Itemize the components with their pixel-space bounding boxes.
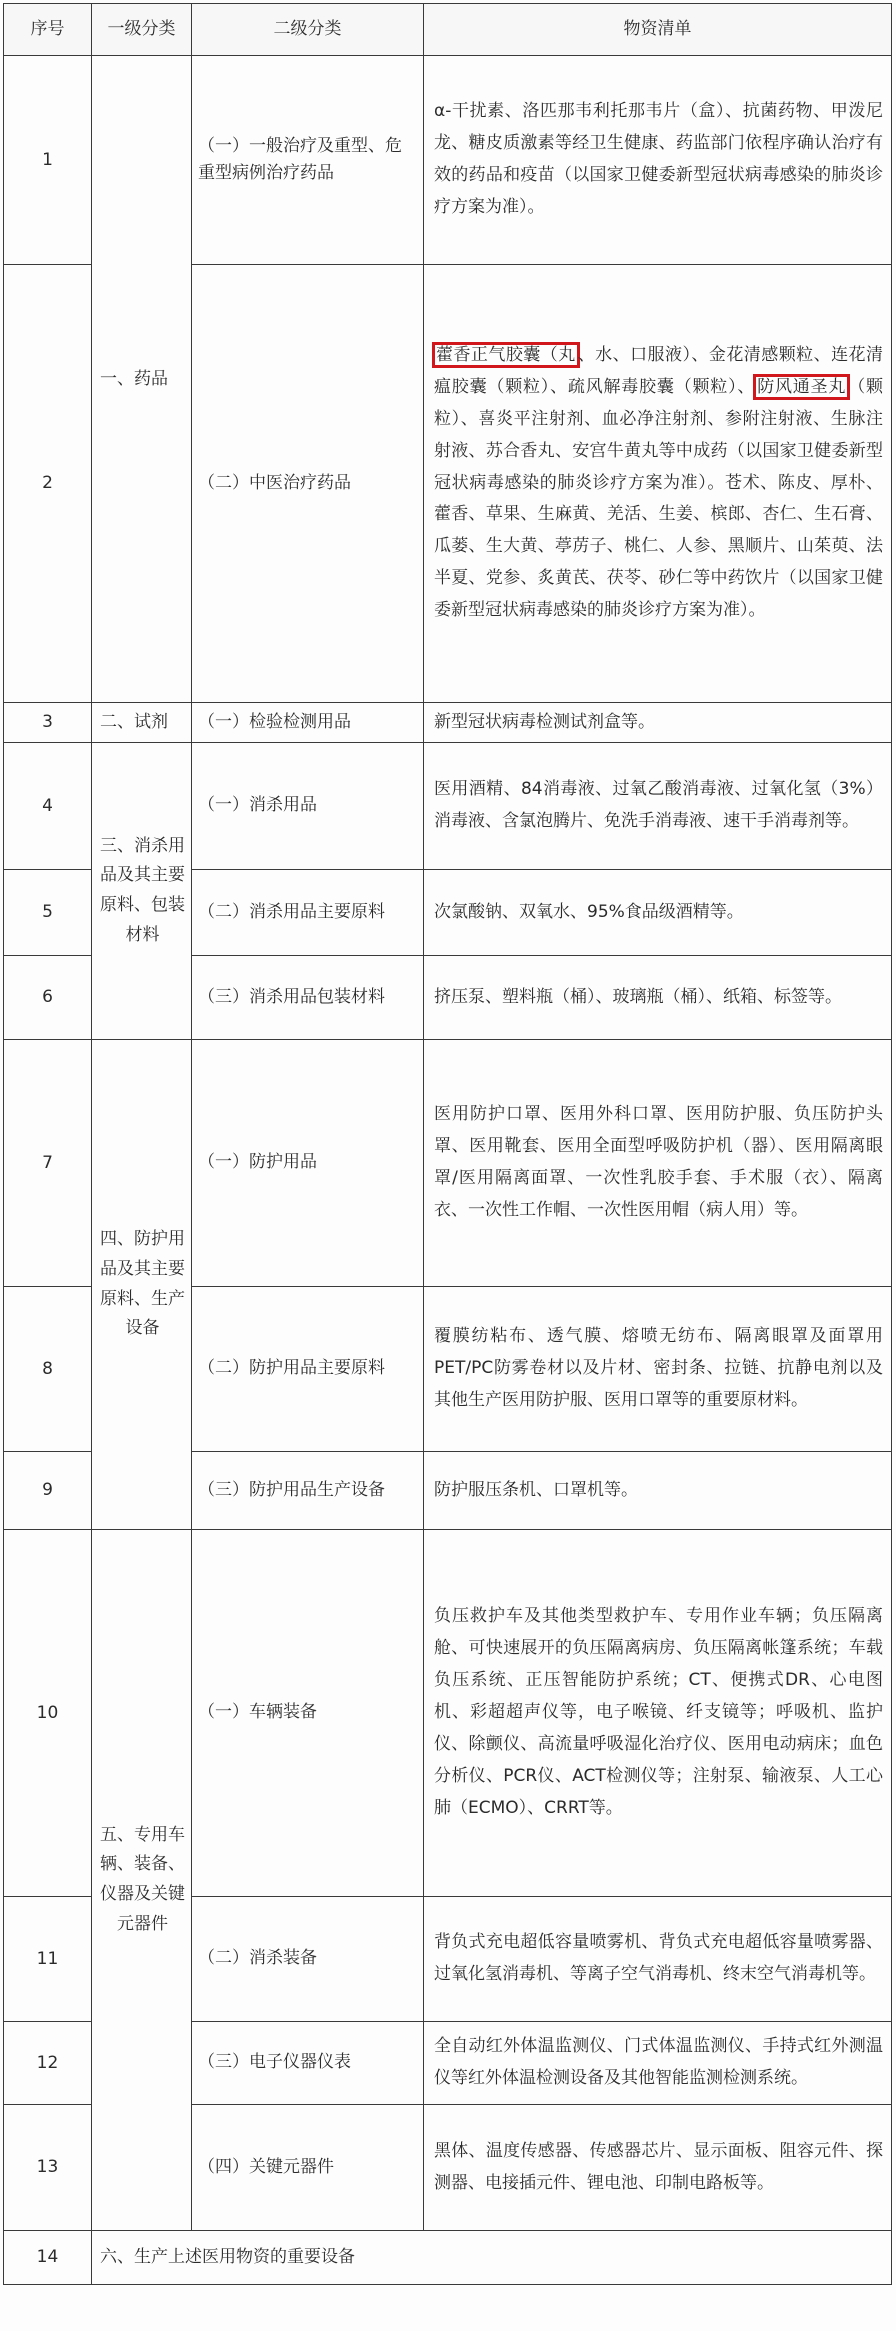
medical-supplies-table [3, 3, 892, 2285]
level2-category: （一）车辆装备 [192, 1530, 424, 1897]
header-items: 物资清单 [424, 4, 892, 56]
table-row [4, 56, 892, 265]
table-row [4, 1040, 892, 1287]
item-list: 挤压泵、塑料瓶（桶）、玻璃瓶（桶）、纸箱、标签等。 [424, 956, 892, 1040]
level2-category: （四）关键元器件 [192, 2105, 424, 2231]
table-row [4, 2231, 892, 2285]
item-list: 医用酒精、84消毒液、过氧乙酸消毒液、过氧化氢（3%）消毒液、含氯泡腾片、免洗手消毒液、速干手消毒剂等。 [424, 743, 892, 870]
level1-category [92, 1040, 192, 1530]
item-text: （颗粒）、喜炎平注射剂、血必净注射剂、参附注射液、生脉注射液、苏合香丸、安宫牛黄丸等中成药（以国家卫健委新型冠状病毒感染的肺炎诊疗方案为准）。苍术、陈皮、厚朴、藿香、草果、生麻黄、羌活、生姜、槟郎、杏仁、生石膏、瓜蒌、生大黄、葶苈子、桃仁、人参、黑顺片、山茱萸、法半夏、党参、炙黄芪、茯苓、砂仁等中药饮片（以国家卫健委新型冠状病毒感染的肺炎诊疗方案为准）。 [434, 376, 884, 621]
level1-label: 二、试剂 [100, 712, 168, 733]
row-number: 6 [4, 956, 92, 1040]
level2-category: （一）一般治疗及重型、危重型病例治疗药品 [192, 56, 424, 265]
item-list: 覆膜纺粘布、透气膜、熔喷无纺布、隔离眼罩及面罩用PET/PC防雾卷材以及片材、密封条、拉链、抗静电剂以及其他生产医用防护服、医用口罩等的重要原材料。 [424, 1287, 892, 1452]
level1-category [92, 703, 192, 743]
highlighted-item: 藿香正气胶囊（丸 [432, 342, 580, 368]
item-list: 新型冠状病毒检测试剂盒等。 [424, 703, 892, 743]
row-number: 4 [4, 743, 92, 870]
item-list: 医用防护口罩、医用外科口罩、医用防护服、负压防护头罩、医用靴套、医用全面型呼吸防护机（器）、医用隔离眼罩/医用隔离面罩、一次性乳胶手套、手术服（衣）、隔离衣、一次性工作帽、一次性医用帽（病人用）等。 [424, 1040, 892, 1287]
header-level2: 二级分类 [192, 4, 424, 56]
row-number: 1 [4, 56, 92, 265]
level2-category: （二）消杀装备 [192, 1897, 424, 2022]
level2-category: （三）消杀用品包装材料 [192, 956, 424, 1040]
level2-category: （一）防护用品 [192, 1040, 424, 1287]
level2-category: （二）防护用品主要原料 [192, 1287, 424, 1452]
table-row [4, 703, 892, 743]
item-list: 全自动红外体温监测仪、门式体温监测仪、手持式红外测温仪等红外体温检测设备及其他智能监测检测系统。 [424, 2022, 892, 2105]
row-number: 2 [4, 265, 92, 703]
item-list: 背负式充电超低容量喷雾机、背负式充电超低容量喷雾器、过氧化氢消毒机、等离子空气消毒机、终末空气消毒机等。 [424, 1897, 892, 2022]
level2-category: （三）防护用品生产设备 [192, 1452, 424, 1530]
item-list: α-干扰素、洛匹那韦利托那韦片（盒）、抗菌药物、甲泼尼龙、糖皮质激素等经卫生健康、药监部门依程序确认治疗有效的药品和疫苗（以国家卫健委新型冠状病毒感染的肺炎诊疗方案为准）。 [424, 56, 892, 265]
row-number: 12 [4, 2022, 92, 2105]
level2-category: （三）电子仪器仪表 [192, 2022, 424, 2105]
header-seq: 序号 [4, 4, 92, 56]
row-number: 13 [4, 2105, 92, 2231]
row-number: 9 [4, 1452, 92, 1530]
level2-category: （一）消杀用品 [192, 743, 424, 870]
header-level1: 一级分类 [92, 4, 192, 56]
level2-category: （一）检验检测用品 [192, 703, 424, 743]
level1-label: 五、专用车辆、装备、仪器及关键元器件 [100, 1824, 185, 1934]
row-number: 10 [4, 1530, 92, 1897]
row-number: 3 [4, 703, 92, 743]
level1-category [92, 743, 192, 1040]
level1-label: 四、防护用品及其主要原料、生产设备 [100, 1229, 185, 1339]
item-list [424, 265, 892, 703]
row-number: 14 [4, 2231, 92, 2285]
item-list: 黑体、温度传感器、传感器芯片、显示面板、阻容元件、探测器、电接插元件、锂电池、印制电路板等。 [424, 2105, 892, 2231]
level2-category: （二）消杀用品主要原料 [192, 870, 424, 956]
row-number: 5 [4, 870, 92, 956]
level1-label: 三、消杀用品及其主要原料、包装材料 [100, 835, 185, 945]
level2-category: （二）中医治疗药品 [192, 265, 424, 703]
row-number: 8 [4, 1287, 92, 1452]
level1-category [92, 56, 192, 703]
item-list: 次氯酸钠、双氧水、95%食品级酒精等。 [424, 870, 892, 956]
item-list: 负压救护车及其他类型救护车、专用作业车辆；负压隔离舱、可快速展开的负压隔离病房、负压隔离帐篷系统；车载负压系统、正压智能防护系统；CT、便携式DR、心电图机、彩超超声仪等，电子喉镜、纤支镜等；呼吸机、监护仪、除颤仪、高流量呼吸湿化治疗仪、医用电动病床；血色分析仪、PCR仪、ACT检测仪等；注射泵、输液泵、人工心肺（ECMO）、CRRT等。 [424, 1530, 892, 1897]
level1-label: 一、药品 [100, 368, 168, 389]
row-number: 7 [4, 1040, 92, 1287]
item-text: 、水、口服液）、金花清感颗粒、连花清瘟胶囊（颗粒）、疏风解毒胶囊（颗粒）、 [434, 344, 884, 397]
table-header-row [4, 4, 892, 56]
row-number: 11 [4, 1897, 92, 2022]
level1-category [92, 1530, 192, 2231]
level1-category: 六、生产上述医用物资的重要设备 [92, 2231, 892, 2285]
table-row [4, 743, 892, 870]
item-list: 防护服压条机、口罩机等。 [424, 1452, 892, 1530]
table-row [4, 1530, 892, 1897]
highlighted-item: 防风通圣丸 [753, 374, 850, 400]
